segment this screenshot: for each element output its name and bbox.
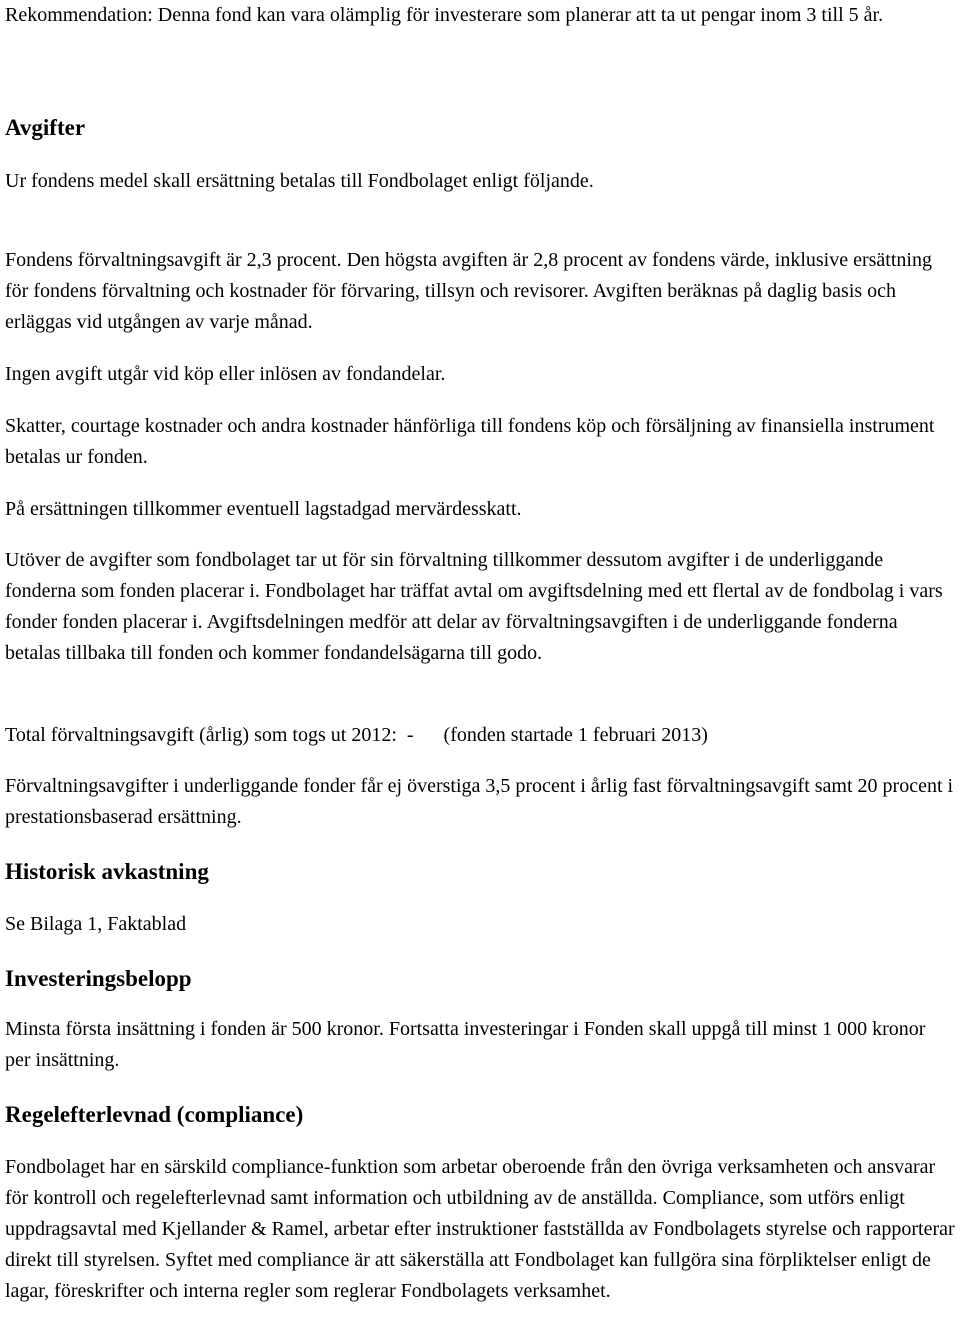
taxes-paragraph: Skatter, courtage kostnader och andra kostnader hänförliga till fondens köp och försäljning av finansiella instrument betalas ur fonden. bbox=[5, 415, 935, 468]
history-paragraph: Se Bilaga 1, Faktablad bbox=[5, 913, 187, 935]
history-heading: Historisk avkastning bbox=[5, 859, 209, 884]
compliance-heading: Regelefterlevnad (compliance) bbox=[5, 1102, 304, 1127]
recommendation-paragraph: Rekommendation: Denna fond kan vara olämplig för investerare som planerar att ta ut pengar inom 3 till 5 år. bbox=[5, 4, 884, 26]
fee-cap-paragraph: Förvaltningsavgifter i underliggande fonder får ej överstiga 3,5 procent i årlig fast förvaltningsavgift samt 20 procent i prestationsbaserad ersättning. bbox=[5, 775, 954, 828]
fees-heading: Avgifter bbox=[5, 115, 86, 140]
total-fee-label: Total förvaltningsavgift (årlig) som togs ut 2012: - bbox=[5, 724, 414, 746]
vat-paragraph: På ersättningen tillkommer eventuell lagstadgad mervärdesskatt. bbox=[5, 498, 522, 520]
investment-heading: Investeringsbelopp bbox=[5, 966, 192, 991]
underlying-fees-paragraph: Utöver de avgifter som fondbolaget tar ut för sin förvaltning tillkommer dessutom avgifter i de underliggande fonderna som fonden placerar i. Fondbolaget har träffat avtal om avgiftsdelning med ett flertal av de fondbolag i vars fonder fonden placerar i. Avgiftsdelningen medför att delar av förvaltningsavgiften i de underliggande fonderna betalas tillbaka till fonden och kommer fondandelsägarna till godo. bbox=[5, 549, 943, 664]
total-fee-note: (fonden startade 1 februari 2013) bbox=[443, 724, 708, 746]
management-fee-paragraph: Fondens förvaltningsavgift är 2,3 procent. Den högsta avgiften är 2,8 procent av fondens värde, inklusive ersättning för fondens förvaltning och kostnader för förvaring, tillsyn och revisorer. Avgiften beräknas på daglig basis och erläggas vid utgången av varje månad. bbox=[5, 249, 932, 333]
fees-intro-paragraph: Ur fondens medel skall ersättning betalas till Fondbolaget enligt följande. bbox=[5, 170, 594, 192]
no-fee-paragraph: Ingen avgift utgår vid köp eller inlösen av fondandelar. bbox=[5, 363, 446, 385]
total-fee-line bbox=[5, 720, 955, 751]
compliance-paragraph: Fondbolaget har en särskild compliance-funktion som arbetar oberoende från den övriga verksamheten och ansvarar för kontroll och regelefterlevnad samt information och utbildning av de anställda. Compliance, som utförs enligt uppdragsavtal med Kjellander & Ramel, arbetar efter instruktioner fastställda av Fondbolagets styrelse och rapporterar direkt till styrelsen. Syftet med compliance är att säkerställa att Fondbolaget kan fullgöra sina förpliktelser enligt de lagar, föreskrifter och interna regler som reglerar Fondbolagets verksamhet. bbox=[5, 1156, 955, 1302]
investment-paragraph: Minsta första insättning i fonden är 500 kronor. Fortsatta investeringar i Fonden skall uppgå till minst 1 000 kronor per insättning. bbox=[5, 1018, 926, 1071]
